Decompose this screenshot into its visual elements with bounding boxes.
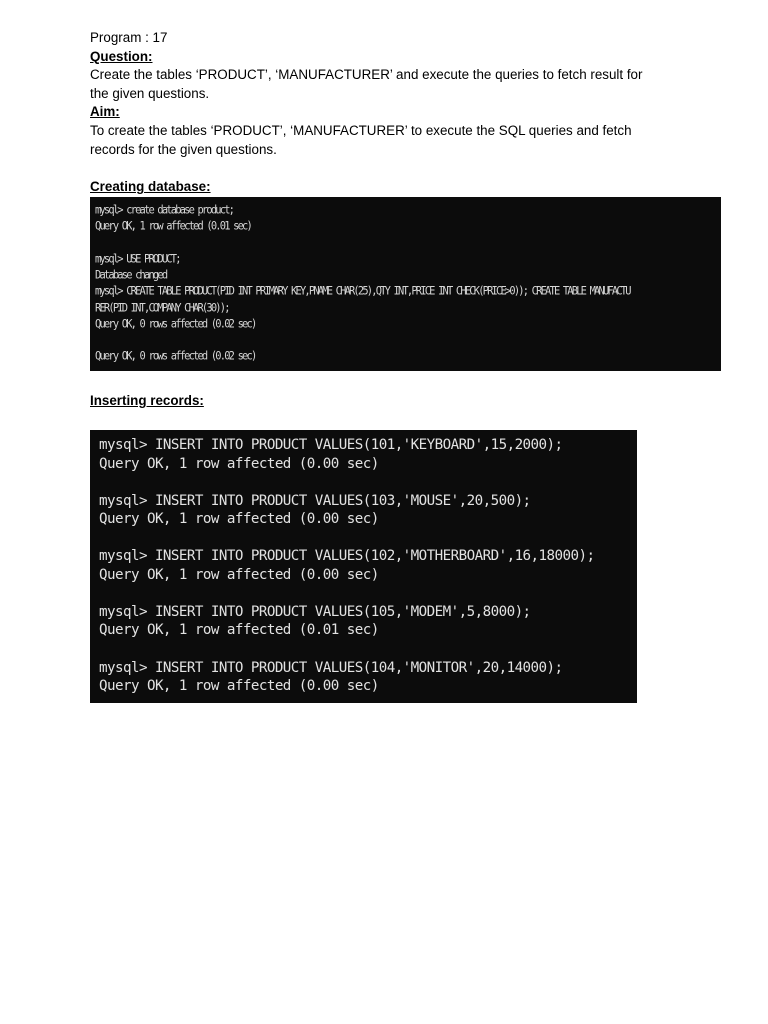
question-text-line: the given questions. [90,85,210,101]
insert-records-terminal-screenshot [90,430,637,703]
terminal-line: RER(PID INT,COMPANY CHAR(30)); [95,300,229,315]
terminal-command-line: mysql> INSERT INTO PRODUCT VALUES(105,'MODEM',5,8000); [99,603,531,620]
terminal-result-line: Query OK, 1 row affected (0.00 sec) [99,566,379,583]
terminal-result-line: Query OK, 1 row affected (0.01 sec) [99,622,379,639]
terminal-line [95,234,721,252]
terminal-command-line: mysql> INSERT INTO PRODUCT VALUES(104,'MONITOR',20,14000); [99,659,563,676]
terminal-result-line: Query OK, 1 row affected (0.00 sec) [99,511,379,528]
terminal-line: Query OK, 1 row affected (0.01 sec) [95,219,251,233]
inserting-records-heading: Inserting records: [90,393,204,408]
terminal-line: mysql> USE PRODUCT; [95,252,180,266]
terminal-command-line: mysql> INSERT INTO PRODUCT VALUES(101,'KEYBOARD',15,2000); [99,437,563,453]
aim-text-line: To create the tables ‘PRODUCT’, ‘MANUFACTURER’ to execute the SQL queries and fetch [90,122,632,138]
aim-text-line: records for the given questions. [90,141,277,157]
question-heading: Question: [90,48,153,64]
terminal-line: mysql> create database product; [95,203,234,217]
terminal-command-line: mysql> INSERT INTO PRODUCT VALUES(103,'MOUSE',20,500); [99,492,531,509]
terminal-command-line: mysql> INSERT INTO PRODUCT VALUES(102,'MOTHERBOARD',16,18000); [99,548,595,565]
aim-heading: Aim: [90,104,120,120]
terminal-result-line: Query OK, 1 row affected (0.00 sec) [99,678,379,695]
question-text-line: Create the tables ‘PRODUCT’, ‘MANUFACTURER’ and execute the queries to fetch result for [90,67,643,83]
terminal-line: mysql> CREATE TABLE PRODUCT(PID INT PRIMARY KEY,PNAME CHAR(25),QTY INT,PRICE INT CHECK(PRICE>0)); CREATE TABLE MANUFACTU [95,284,630,298]
program-number: Program : 17 [90,30,168,45]
creating-database-heading: Creating database: [90,179,211,195]
terminal-line: Query OK, 0 rows affected (0.02 sec) [95,317,256,331]
create-database-terminal-screenshot [90,197,721,371]
terminal-result-line: Query OK, 1 row affected (0.00 sec) [99,455,379,472]
terminal-line: Query OK, 0 rows affected (0.02 sec) [95,349,256,363]
terminal-line: Database changed [95,268,167,282]
document-text [90,29,730,197]
